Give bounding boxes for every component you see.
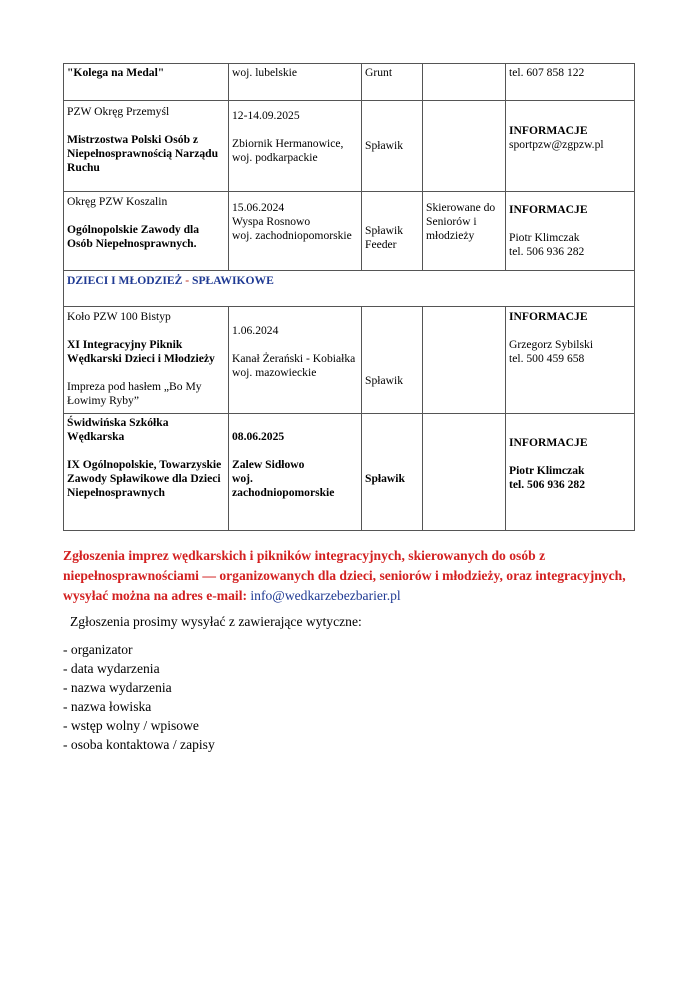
- section-row: [64, 271, 635, 307]
- info-email: sportpzw@zgpzw.pl: [509, 138, 604, 151]
- date-place-cell: [229, 101, 362, 192]
- method-cell: [362, 414, 423, 531]
- place-line: Wyspa Rosnowo: [232, 215, 311, 228]
- target-cell: [423, 307, 506, 414]
- place-cell: [229, 64, 362, 101]
- method-text: Spławik: [365, 472, 405, 485]
- section-subtitle: SPŁAWIKOWE: [192, 274, 274, 287]
- event-name: "Kolega na Medal": [67, 66, 165, 79]
- place-line: Zalew Sidłowo: [232, 458, 305, 471]
- region-line: woj. zachodniopomorskie: [232, 229, 352, 242]
- submission-notice: [63, 546, 643, 606]
- info-title: INFORMACJE: [509, 203, 588, 216]
- event-name: IX Ogólnopolskie, Towarzyskie Zawody Spławikowe dla Dzieci Niepełnosprawnych: [67, 458, 222, 499]
- region-line: woj. mazowieckie: [232, 366, 317, 379]
- method-cell: [362, 192, 423, 271]
- method-text: Spławik: [365, 139, 404, 152]
- organizer-name: Koło PZW 100 Bistyp: [67, 310, 171, 323]
- organizer-name: Okręg PZW Koszalin: [67, 195, 168, 208]
- date-place-cell: [229, 307, 362, 414]
- info-tel: tel. 506 936 282: [509, 478, 585, 491]
- event-motto: Impreza pod hasłem „Bo My Łowimy Ryby”: [67, 380, 202, 407]
- table-row: [64, 64, 635, 101]
- event-date: 12-14.09.2025: [232, 109, 300, 122]
- info-title: INFORMACJE: [509, 310, 588, 323]
- section-heading: [64, 271, 635, 307]
- organizer-cell: [64, 64, 229, 101]
- list-item: - nazwa wydarzenia: [63, 680, 172, 695]
- organizer-cell: [64, 307, 229, 414]
- list-item: - wstęp wolny / wpisowe: [63, 718, 199, 733]
- notice-text: Zgłoszenia imprez wędkarskich i pikników integracyjnych, skierowanych do osób z niepełnosprawnościami — organizowanych dla dzieci, seniorów i młodzieży, oraz integracyjnych, wysyłać można na adres e-mail:: [63, 548, 626, 603]
- list-item: - data wydarzenia: [63, 661, 160, 676]
- method-text: Feeder: [365, 238, 397, 251]
- info-cell: [506, 64, 635, 101]
- section-title: DZIECI I MŁODZIEŻ: [67, 274, 183, 287]
- target-cell: [423, 64, 506, 101]
- organizer-cell: [64, 192, 229, 271]
- method-text: Spławik: [365, 224, 404, 237]
- method-cell: [362, 101, 423, 192]
- info-title: INFORMACJE: [509, 124, 588, 137]
- events-table: [63, 63, 635, 531]
- target-cell: [423, 101, 506, 192]
- event-name: Mistrzostwa Polski Osób z Niepełnosprawnością Narządu Ruchu: [67, 133, 219, 174]
- organizer-name: PZW Okręg Przemyśl: [67, 105, 170, 118]
- guidelines-intro: Zgłoszenia prosimy wysyłać z zawierające wytyczne:: [70, 614, 362, 629]
- info-tel: tel. 607 858 122: [509, 66, 585, 79]
- info-cell: [506, 101, 635, 192]
- info-cell: [506, 307, 635, 414]
- organizer-cell: [64, 414, 229, 531]
- target-cell: [423, 192, 506, 271]
- info-name: Grzegorz Sybilski: [509, 338, 594, 351]
- info-tel: tel. 506 936 282: [509, 245, 585, 258]
- target-text: Skierowane do Seniorów i młodzieży: [426, 201, 496, 242]
- region-line: woj. zachodniopomorskie: [232, 472, 335, 499]
- region-line: woj. podkarpackie: [232, 151, 318, 164]
- event-date: 1.06.2024: [232, 324, 279, 337]
- place-line: Kanał Żerański - Kobiałka: [232, 352, 356, 365]
- info-cell: [506, 192, 635, 271]
- method-text: Grunt: [365, 66, 393, 79]
- info-tel: tel. 500 459 658: [509, 352, 585, 365]
- table-row: [64, 307, 635, 414]
- list-item: - nazwa łowiska: [63, 699, 152, 714]
- method-cell: [362, 64, 423, 101]
- place-text: woj. lubelskie: [232, 66, 298, 79]
- info-name: Piotr Klimczak: [509, 231, 580, 244]
- date-place-cell: [229, 414, 362, 531]
- date-place-cell: [229, 192, 362, 271]
- list-item: - organizator: [63, 642, 133, 657]
- event-name: Ogólnopolskie Zawody dla Osób Niepełnosprawnych.: [67, 223, 200, 250]
- target-cell: [423, 414, 506, 531]
- list-item: - osoba kontaktowa / zapisy: [63, 737, 215, 752]
- contact-email-link[interactable]: info@wedkarzebezbarier.pl: [250, 588, 401, 603]
- guidelines-list: [63, 640, 215, 754]
- place-line: Zbiornik Hermanowice,: [232, 137, 344, 150]
- table-row: [64, 414, 635, 531]
- info-name: Piotr Klimczak: [509, 464, 585, 477]
- event-name: XI Integracyjny Piknik Wędkarski Dzieci i Młodzieży: [67, 338, 215, 365]
- section-separator: -: [182, 274, 192, 287]
- method-text: Spławik: [365, 374, 404, 387]
- info-title: INFORMACJE: [509, 436, 588, 449]
- organizer-name: Świdwińska Szkółka Wędkarska: [67, 416, 169, 443]
- table-row: [64, 101, 635, 192]
- event-date: 15.06.2024: [232, 201, 285, 214]
- info-cell: [506, 414, 635, 531]
- table-row: [64, 192, 635, 271]
- organizer-cell: [64, 101, 229, 192]
- method-cell: [362, 307, 423, 414]
- event-date: 08.06.2025: [232, 430, 285, 443]
